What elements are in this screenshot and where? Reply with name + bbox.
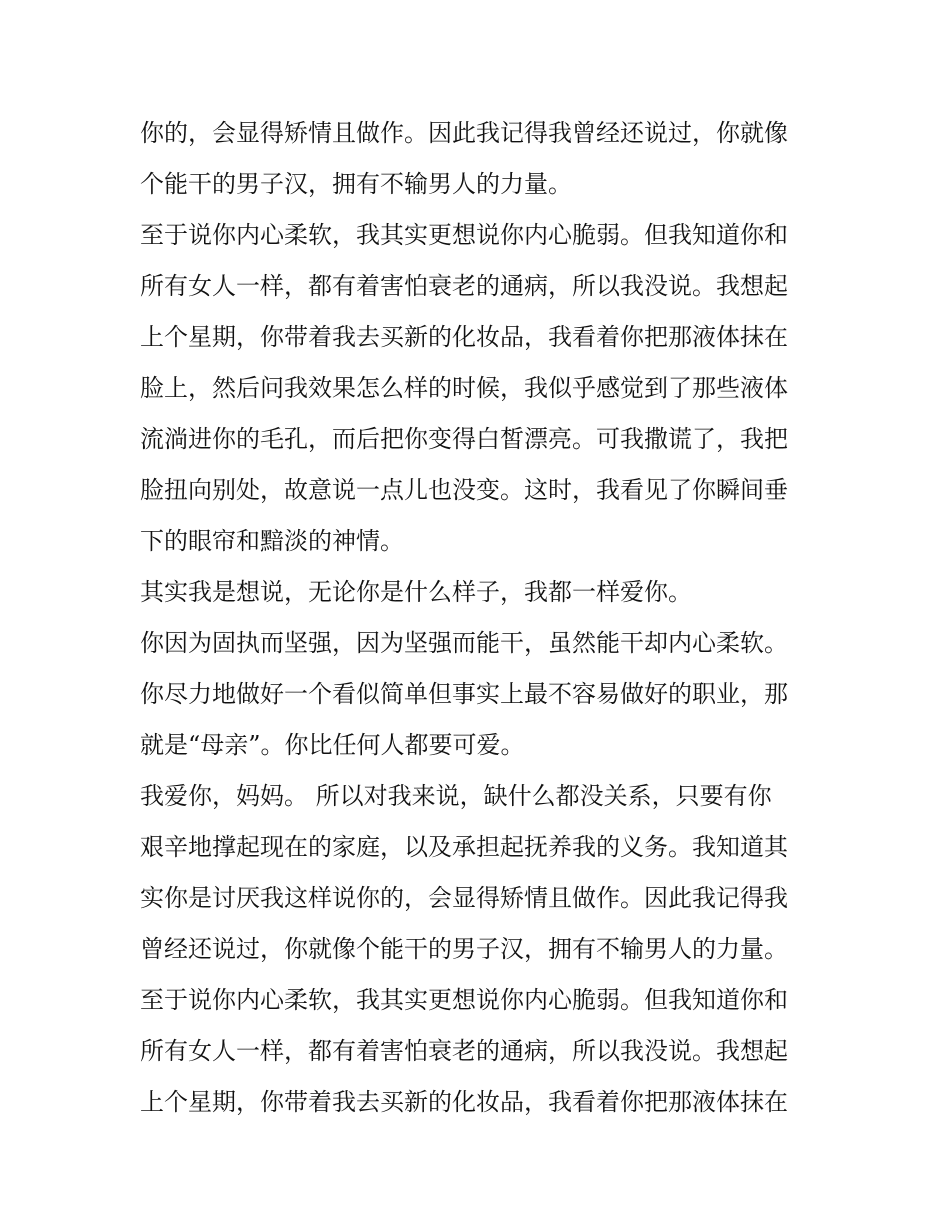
text-line: 下的眼帘和黯淡的神情。: [140, 527, 404, 555]
text-line: 你的，会显得矫情且做作。因此我记得我曾经还说过，你就像: [140, 119, 788, 147]
text-line: 你因为固执而坚强，因为坚强而能干，虽然能干却内心柔软。: [140, 629, 788, 657]
document-body: [140, 108, 820, 1128]
text-line: 就是“母亲”。你比任何人都要可爱。: [140, 731, 525, 759]
text-line: 流淌进你的毛孔，而后把你变得白皙漂亮。可我撒谎了，我把: [140, 425, 788, 453]
text-line: 我爱你，妈妈。 所以对我来说，缺什么都没关系，只要有你: [140, 782, 772, 810]
text-line: 所有女人一样，都有着害怕衰老的通病，所以我没说。我想起: [140, 272, 788, 300]
text-line: 你尽力地做好一个看似简单但事实上最不容易做好的职业，那: [140, 680, 788, 708]
text-line: 脸上，然后问我效果怎么样的时候，我似乎感觉到了那些液体: [140, 374, 788, 402]
text-line: 曾经还说过，你就像个能干的男子汉，拥有不输男人的力量。: [140, 935, 788, 963]
text-line: 上个星期，你带着我去买新的化妆品，我看着你把那液体抹在: [140, 1088, 788, 1116]
text-line: 至于说你内心柔软，我其实更想说你内心脆弱。但我知道你和: [140, 986, 788, 1014]
text-line: 艰辛地撑起现在的家庭，以及承担起抚养我的义务。我知道其: [140, 833, 788, 861]
text-line: 其实我是想说，无论你是什么样子，我都一样爱你。: [140, 578, 692, 606]
text-line: 上个星期，你带着我去买新的化妆品，我看着你把那液体抹在: [140, 323, 788, 351]
text-line: 脸扭向别处，故意说一点儿也没变。这时，我看见了你瞬间垂: [140, 476, 788, 504]
text-line: 实你是讨厌我这样说你的，会显得矫情且做作。因此我记得我: [140, 884, 788, 912]
text-line: 至于说你内心柔软，我其实更想说你内心脆弱。但我知道你和: [140, 221, 788, 249]
text-line: 所有女人一样，都有着害怕衰老的通病，所以我没说。我想起: [140, 1037, 788, 1065]
text-line: 个能干的男子汉，拥有不输男人的力量。: [140, 170, 572, 198]
